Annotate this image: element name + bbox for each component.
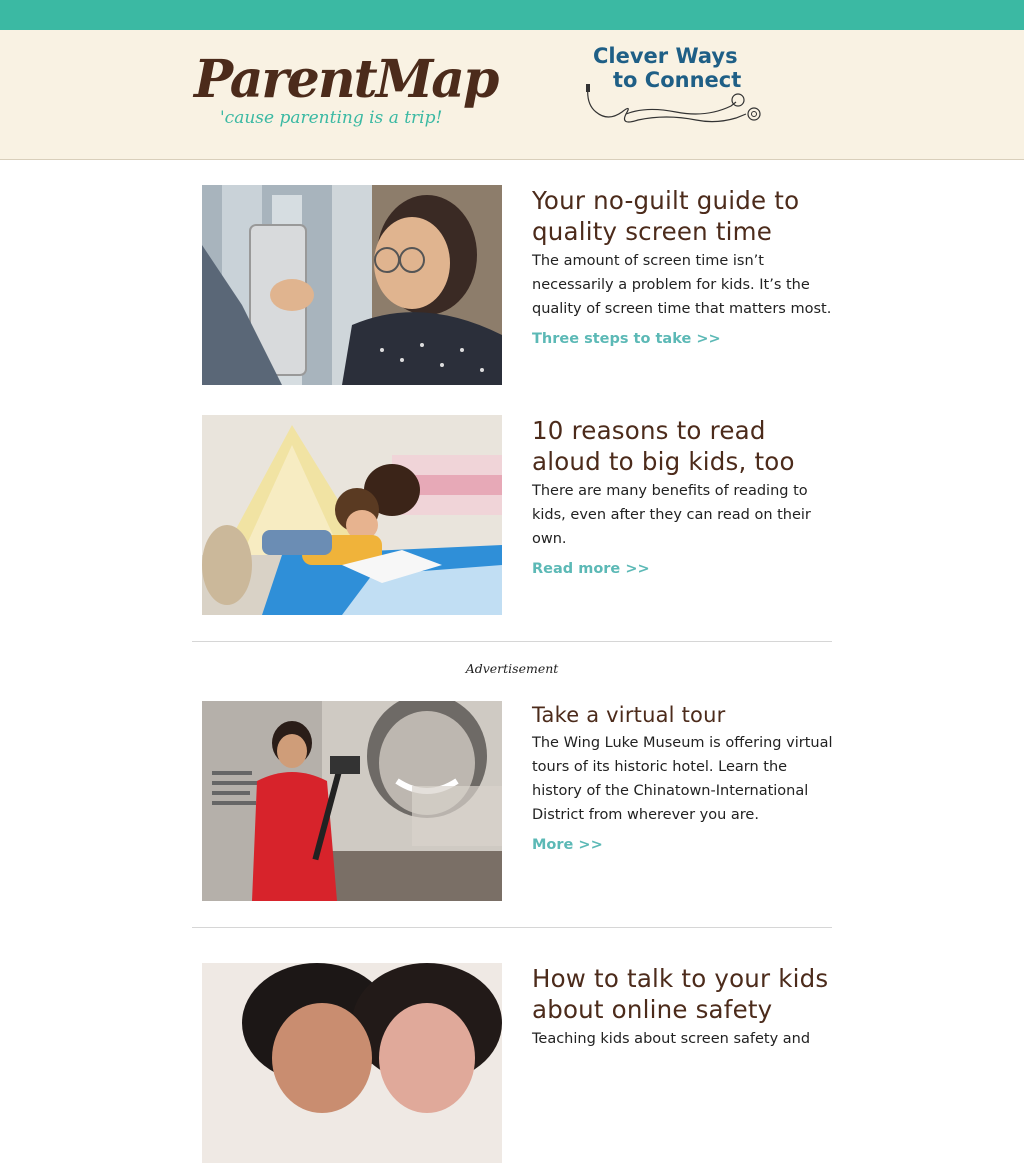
logo-tagline: 'cause parenting is a trip! — [220, 108, 443, 128]
ad-description: The Wing Luke Museum is offering virtual tours of its historic hotel. Learn the history of the Chinatown-International District from wherever you are. — [532, 735, 833, 823]
girl-with-tablet-photo[interactable] — [202, 185, 502, 385]
top-accent-bar — [0, 0, 1024, 30]
more-link[interactable]: More >> — [532, 837, 603, 853]
article-title[interactable]: How to talk to your kids about online safety — [532, 964, 829, 1024]
earbuds-icon — [586, 84, 766, 126]
read-more-link[interactable]: Read more >> — [532, 561, 650, 577]
museum-guide-filming-photo[interactable] — [202, 701, 502, 901]
article-description: The amount of screen time isn’t necessarily a problem for kids. It’s the quality of screen time that matters most. — [532, 253, 832, 317]
tagline-line-1: Clever Ways — [593, 44, 738, 68]
article-text — [532, 415, 837, 577]
three-steps-link[interactable]: Three steps to take >> — [532, 331, 721, 347]
divider — [192, 927, 832, 928]
article-description: There are many benefits of reading to kids, even after they can read on their own. — [532, 483, 811, 547]
tagline-line-2: to Connect — [613, 68, 742, 92]
divider — [192, 641, 832, 642]
ad-title[interactable]: Take a virtual tour — [532, 703, 726, 727]
advertisement-label: Advertisement — [465, 661, 559, 676]
parentmap-logo[interactable] — [194, 49, 498, 140]
logo-text: ParentMap — [194, 49, 498, 110]
article-title[interactable]: 10 reasons to read aloud to big kids, too — [532, 416, 795, 476]
clever-ways-banner — [586, 44, 776, 144]
parent-reading-to-child-photo[interactable] — [202, 415, 502, 615]
ad-text — [532, 701, 837, 853]
article-text — [532, 185, 837, 347]
article-description: Teaching kids about screen safety and — [532, 1031, 811, 1047]
parent-and-child-photo[interactable] — [202, 963, 502, 1163]
email-header — [0, 30, 1024, 160]
article-text — [532, 963, 837, 1051]
article-title[interactable]: Your no-guilt guide to quality screen time — [532, 186, 800, 246]
